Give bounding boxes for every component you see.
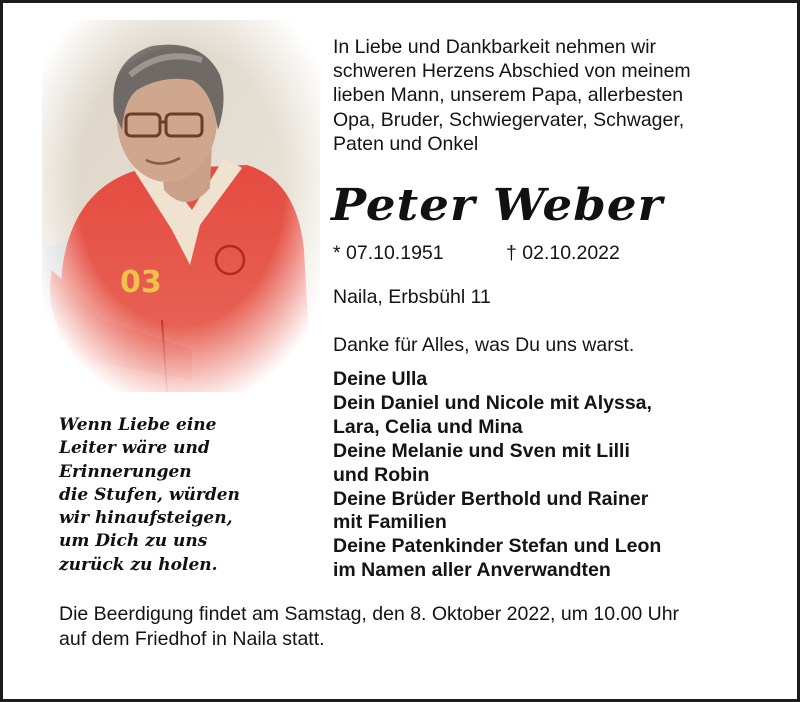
funeral-line: Die Beerdigung findet am Samstag, den 8. Oktober 2022, um 10.00 Uhr xyxy=(59,603,680,625)
intro-line: Paten und Onkel xyxy=(333,132,479,155)
intro-line: In Liebe und Dankbarkeit nehmen wir xyxy=(333,36,657,58)
intro-line: lieben Mann, unserem Papa, allerbesten xyxy=(333,84,684,107)
mourner-line: Deine Patenkinder Stefan und Leon xyxy=(333,535,662,558)
mourners-list xyxy=(333,368,783,583)
death-date: † 02.10.2022 xyxy=(506,242,620,264)
intro-line: Opa, Bruder, Schwiegervater, Schwager, xyxy=(333,108,685,131)
poem-line: Erinnerungen xyxy=(59,461,192,482)
funeral-line: auf dem Friedhof in Naila statt. xyxy=(59,627,325,650)
mourner-line: im Namen aller Anverwandten xyxy=(333,559,611,582)
birth-date: * 07.10.1951 xyxy=(333,242,444,264)
mourner-line: mit Familien xyxy=(333,511,447,534)
poem-line: Leiter wäre und xyxy=(59,438,210,459)
address: Naila, Erbsbühl 11 xyxy=(333,286,491,308)
poem-line: wir hinaufsteigen, xyxy=(59,508,233,529)
mourner-line: Deine Melanie und Sven mit Lilli xyxy=(333,439,630,462)
thanks-line: Danke für Alles, was Du uns warst. xyxy=(333,334,635,356)
mourner-line: Lara, Celia und Mina xyxy=(333,415,523,438)
poem-line: Wenn Liebe eine xyxy=(59,415,217,435)
poem-line: die Stufen, würden xyxy=(59,484,240,505)
mourner-line: Deine Ulla xyxy=(333,368,428,390)
intro-line: schweren Herzens Abschied von meinem xyxy=(333,60,691,83)
deceased-name: Peter Weber xyxy=(331,180,664,231)
mourner-line: und Robin xyxy=(333,463,430,486)
poem-line: zurück zu holen. xyxy=(59,554,218,575)
intro-text xyxy=(333,35,783,156)
poem-line: um Dich zu uns xyxy=(59,531,208,552)
life-dates xyxy=(333,241,620,265)
memorial-poem xyxy=(59,414,319,577)
mourner-line: Dein Daniel und Nicole mit Alyssa, xyxy=(333,391,652,414)
mourner-line: Deine Brüder Berthold und Rainer xyxy=(333,487,649,510)
funeral-info xyxy=(59,602,779,651)
portrait-photo xyxy=(42,20,320,392)
